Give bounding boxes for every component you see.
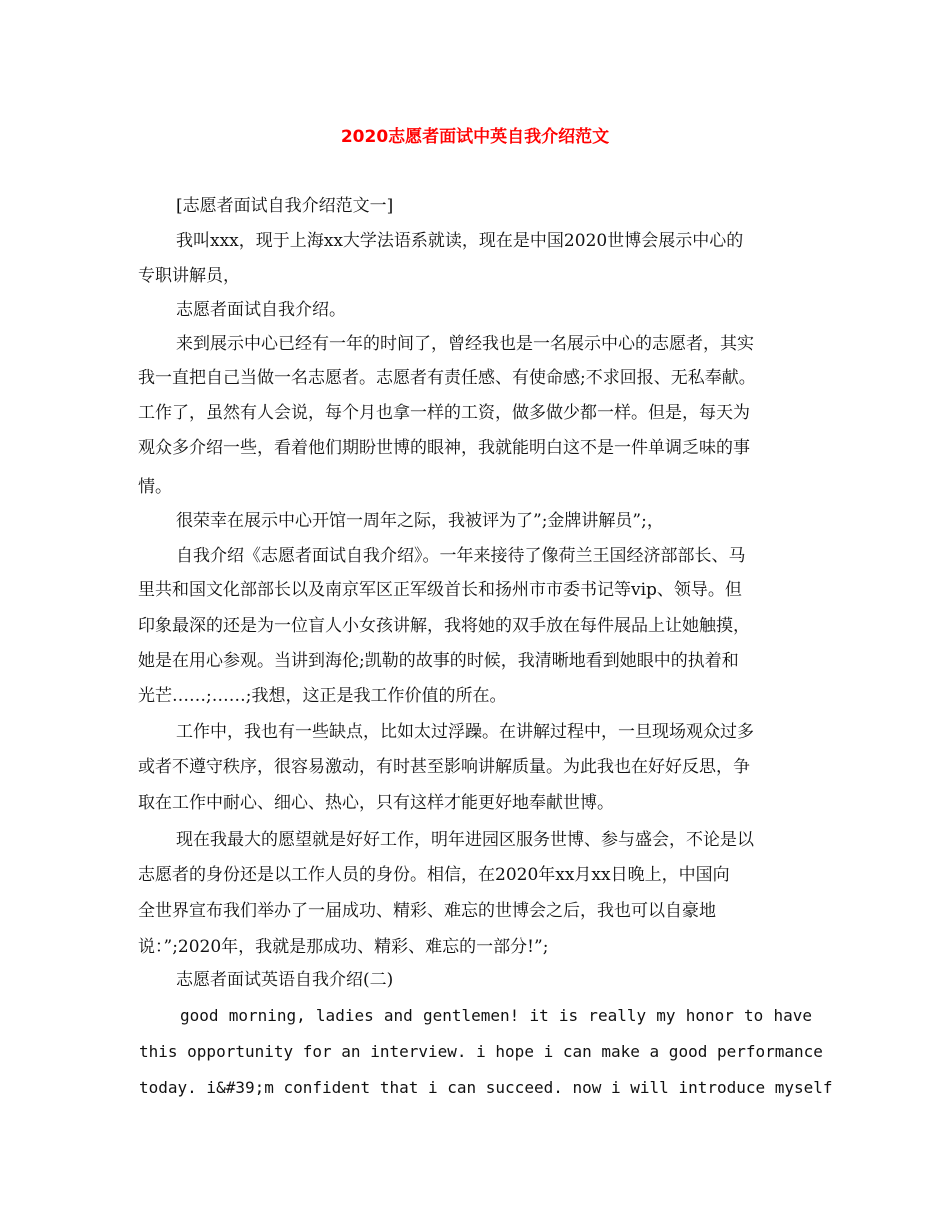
paragraph-line: 来到展示中心已经有一年的时间了，曾经我也是一名展示中心的志愿者，其实 [176, 334, 754, 354]
paragraph-line: 观众多介绍一些，看着他们期盼世博的眼神，我就能明白这不是一件单调乏味的事 [138, 438, 750, 458]
paragraph-line: 志愿者面试自我介绍。 [176, 300, 346, 320]
paragraph-line: 印象最深的还是为一位盲人小女孩讲解，我将她的双手放在每件展品上让她触摸， [138, 616, 750, 636]
paragraph-line: 自我介绍《志愿者面试自我介绍》。一年来接待了像荷兰王国经济部部长、马 [176, 546, 746, 566]
english-paragraph-line: this opportunity for an interview. i hope i can make a good performance [139, 1042, 823, 1061]
paragraph-line: 很荣幸在展示中心开馆一周年之际，我被评为了”;金牌讲解员”;， [176, 511, 664, 531]
paragraph-line: 工作了，虽然有人会说，每个月也拿一样的工资，做多做少都一样。但是，每天为 [138, 403, 750, 423]
english-paragraph-line: today. i&#39;m confident that i can succeed. now i will introduce myself [139, 1078, 833, 1097]
paragraph-line: 我一直把自己当做一名志愿者。志愿者有责任感、有使命感;不求回报、无私奉献。 [138, 368, 756, 388]
paragraph-line: 我叫xxx，现于上海xx大学法语系就读，现在是中国2020世博会展示中心的 [176, 231, 744, 251]
paragraph-line: [志愿者面试自我介绍范文一] [176, 196, 394, 216]
paragraph-line: 说：”;2020年，我就是那成功、精彩、难忘的一部分!”; [138, 937, 549, 957]
paragraph-line: 她是在用心参观。当讲到海伦;凯勒的故事的时候，我清晰地看到她眼中的执着和 [138, 651, 739, 671]
paragraph-line: 全世界宣布我们举办了一届成功、精彩、难忘的世博会之后，我也可以自豪地 [138, 901, 716, 921]
document-title: 2020志愿者面试中英自我介绍范文 [340, 127, 610, 147]
paragraph-line: 或者不遵守秩序，很容易激动，有时甚至影响讲解质量。为此我也在好好反思，争 [138, 757, 750, 777]
paragraph-line: 取在工作中耐心、细心、热心，只有这样才能更好地奉献世博。 [138, 793, 614, 813]
paragraph-line: 光芒……;……;我想，这正是我工作价值的所在。 [138, 686, 507, 706]
paragraph-line: 工作中，我也有一些缺点，比如太过浮躁。在讲解过程中，一旦现场观众过多 [176, 722, 754, 742]
english-paragraph-line: good morning, ladies and gentlemen! it is really my honor to have [180, 1006, 812, 1025]
paragraph-line: 现在我最大的愿望就是好好工作，明年进园区服务世博、参与盛会，不论是以 [176, 830, 754, 850]
paragraph-line: 专职讲解员， [138, 266, 240, 286]
paragraph-line: 里共和国文化部部长以及南京军区正军级首长和扬州市市委书记等vip、领导。但 [138, 580, 742, 600]
paragraph-line: 志愿者面试英语自我介绍(二) [176, 970, 394, 990]
paragraph-line: 情。 [138, 477, 172, 497]
paragraph-line: 志愿者的身份还是以工作人员的身份。相信，在2020年xx月xx日晚上，中国向 [138, 865, 730, 885]
